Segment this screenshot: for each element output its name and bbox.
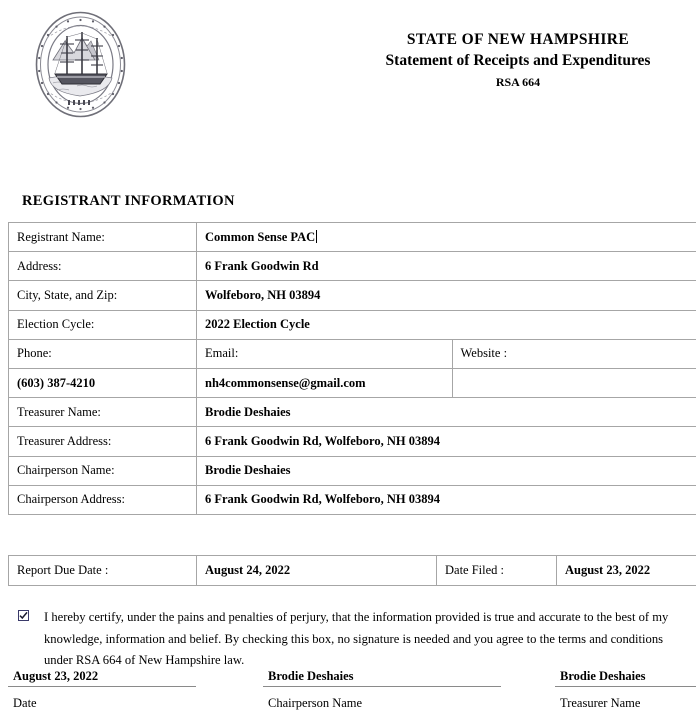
table-row bbox=[9, 398, 696, 427]
report-dates-table bbox=[8, 555, 696, 586]
field-label-city-state-zip: City, State, and Zip: bbox=[9, 281, 197, 310]
field-label-phone: Phone: bbox=[9, 339, 197, 368]
table-row bbox=[9, 368, 696, 397]
field-label-registrant-name: Registrant Name: bbox=[9, 223, 197, 252]
field-value-chairperson-address[interactable]: 6 Frank Goodwin Rd, Wolfeboro, NH 03894 bbox=[197, 485, 696, 514]
field-label-report-due-date: Report Due Date : bbox=[9, 556, 197, 586]
new-hampshire-state-seal-icon bbox=[27, 8, 134, 121]
registrant-information-table bbox=[8, 222, 696, 515]
signature-caption-treasurer: Treasurer Name bbox=[560, 696, 641, 710]
signature-caption-chairperson: Chairperson Name bbox=[268, 696, 363, 710]
table-row bbox=[9, 281, 696, 310]
table-row bbox=[9, 427, 696, 456]
text-cursor bbox=[316, 230, 317, 243]
field-label-address: Address: bbox=[9, 252, 197, 281]
field-value-city-state-zip[interactable]: Wolfeboro, NH 03894 bbox=[197, 281, 696, 310]
field-value-registrant-name[interactable]: Common Sense PAC bbox=[197, 223, 696, 252]
certification-statement: I hereby certify, under the pains and penalties of perjury, that the information provided is true and accurate to the best of my knowledge, information and belief. By checking this box, no signature is needed and you agree to the terms and conditions under RSA 664 of New Hampshire law. bbox=[44, 610, 669, 667]
field-value-treasurer-name[interactable]: Brodie Deshaies bbox=[197, 398, 696, 427]
field-value-email[interactable]: nh4commonsense@gmail.com bbox=[197, 368, 453, 397]
field-value-chairperson-name[interactable]: Brodie Deshaies bbox=[197, 456, 696, 485]
table-row bbox=[9, 310, 696, 339]
signature-value-chairperson[interactable]: Brodie Deshaies bbox=[268, 669, 354, 683]
field-value-address[interactable]: 6 Frank Goodwin Rd bbox=[197, 252, 696, 281]
field-label-chairperson-address: Chairperson Address: bbox=[9, 485, 197, 514]
table-row bbox=[9, 456, 696, 485]
table-row bbox=[9, 252, 696, 281]
table-row bbox=[9, 223, 696, 252]
field-value-website[interactable] bbox=[452, 368, 696, 397]
table-row bbox=[9, 485, 696, 514]
signature-caption-date: Date bbox=[13, 696, 37, 710]
field-value-treasurer-address[interactable]: 6 Frank Goodwin Rd, Wolfeboro, NH 03894 bbox=[197, 427, 696, 456]
registrant-information-heading: REGISTRANT INFORMATION bbox=[22, 193, 235, 209]
field-value-report-due-date[interactable]: August 24, 2022 bbox=[197, 556, 437, 586]
field-label-election-cycle: Election Cycle: bbox=[9, 310, 197, 339]
signature-field-chairperson bbox=[263, 668, 501, 711]
signature-block bbox=[0, 668, 696, 720]
field-label-chairperson-name: Chairperson Name: bbox=[9, 456, 197, 485]
field-label-website: Website : bbox=[452, 339, 696, 368]
certification-checkbox[interactable] bbox=[18, 610, 29, 621]
field-label-treasurer-name: Treasurer Name: bbox=[9, 398, 197, 427]
field-label-treasurer-address: Treasurer Address: bbox=[9, 427, 197, 456]
page-title: STATE OF NEW HAMPSHIRE bbox=[406, 31, 630, 48]
page-subtitle: Statement of Receipts and Expenditures bbox=[385, 52, 651, 69]
signature-field-date bbox=[8, 668, 196, 711]
document-title-block bbox=[340, 30, 696, 93]
signature-field-treasurer bbox=[555, 668, 696, 711]
signature-value-date[interactable]: August 23, 2022 bbox=[13, 669, 99, 683]
table-row bbox=[9, 339, 696, 368]
document-header bbox=[0, 0, 696, 135]
field-value-election-cycle[interactable]: 2022 Election Cycle bbox=[197, 310, 696, 339]
certification-block bbox=[18, 607, 694, 672]
field-label-email: Email: bbox=[197, 339, 453, 368]
field-label-date-filed: Date Filed : bbox=[437, 556, 557, 586]
statute-reference: RSA 664 bbox=[495, 75, 541, 89]
field-value-phone[interactable]: (603) 387-4210 bbox=[9, 368, 197, 397]
table-row bbox=[9, 556, 696, 586]
signature-value-treasurer[interactable]: Brodie Deshaies bbox=[560, 669, 646, 683]
field-value-date-filed[interactable]: August 23, 2022 bbox=[557, 556, 696, 586]
